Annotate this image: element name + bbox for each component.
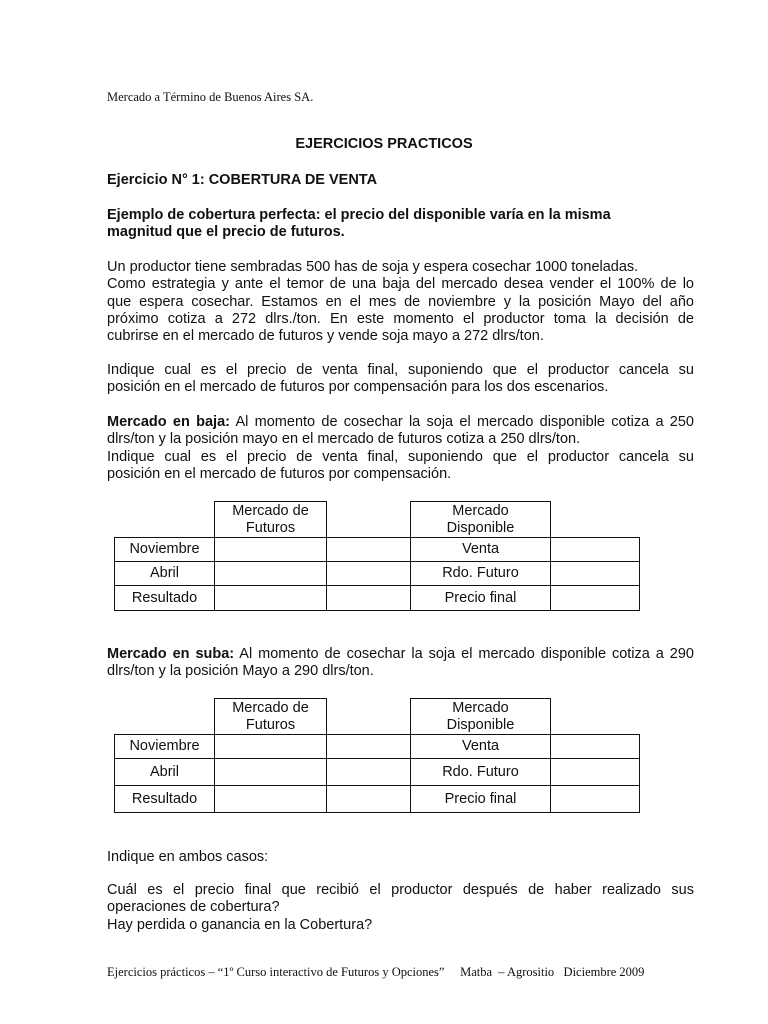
table-cell-empty [550, 785, 640, 813]
intro-line: próximo cotiza a 272 dlrs./ton. En este momento el productor toma la decisión de [107, 310, 694, 327]
question-line: posición en el mercado de futuros por compensación para los dos escenarios. [107, 379, 609, 396]
baja-line-1 [107, 414, 694, 431]
header-disponible-line-2: Disponible [446, 519, 515, 536]
table-cell-empty [214, 758, 327, 786]
example-title-line-2: magnitud que el precio de futuros. [107, 224, 345, 241]
header-futuros-line-1: Mercado de [232, 502, 309, 519]
table-cell-empty [326, 561, 411, 586]
suba-label: Mercado en suba: [107, 646, 235, 662]
closing-intro: Indique en ambos casos: [107, 849, 269, 865]
table-cell-empty [550, 537, 640, 562]
row-label-right: Venta [410, 537, 551, 562]
suba-paragraph [107, 646, 694, 681]
header-disponible-line-1: Mercado [452, 699, 509, 716]
row-label: Abril [114, 561, 215, 586]
table-cell-empty [326, 734, 411, 759]
page-title: EJERCICIOS PRACTICOS [295, 136, 473, 152]
suba-line-1 [107, 646, 694, 663]
header-futuros [214, 501, 327, 538]
header-futuros-line-2: Futuros [245, 519, 296, 536]
document-footer: Ejercicios prácticos – “1º Curso interactivo de Futuros y Opciones” Matba – Agrositio Diciembre 2009 [107, 965, 645, 979]
table-cell-empty [550, 585, 640, 611]
baja-label: Mercado en baja: [107, 414, 230, 430]
suba-line-2: dlrs/ton y la posición Mayo a 290 dlrs/ton. [107, 663, 374, 680]
row-label: Noviembre [114, 537, 215, 562]
closing-question-2: Hay perdida o ganancia en la Cobertura? [107, 916, 373, 933]
baja-line-3: Indique cual es el precio de venta final, suponiendo que el productor cancela su [107, 448, 694, 465]
row-label-right: Precio final [410, 785, 551, 813]
header-futuros [214, 698, 327, 735]
table-cell-empty [326, 585, 411, 611]
baja-line-2: dlrs/ton y la posición mayo en el mercado de futuros cotiza a 250 dlrs/ton. [107, 431, 581, 448]
intro-line: Un productor tiene sembradas 500 has de soja y espera cosechar 1000 toneladas. [107, 259, 639, 275]
example-title [107, 207, 694, 242]
header-futuros-line-1: Mercado de [232, 699, 309, 716]
header-disponible-line-1: Mercado [452, 502, 509, 519]
row-label-right: Precio final [410, 585, 551, 611]
baja-line-1-text: Al momento de cosechar la soja el mercado disponible cotiza a 250 [229, 414, 694, 430]
closing-question-1-line-1: Cuál es el precio final que recibió el productor después de haber realizado sus [107, 882, 694, 898]
row-label: Abril [114, 758, 215, 786]
baja-paragraph [107, 414, 694, 483]
row-label: Resultado [114, 585, 215, 611]
header-disponible [410, 698, 551, 735]
table-cell-empty [550, 561, 640, 586]
table-cell-empty [326, 537, 411, 562]
table-cell-empty [214, 537, 327, 562]
exercise-title: Ejercicio N° 1: COBERTURA DE VENTA [107, 172, 378, 188]
table-cell-empty [214, 785, 327, 813]
header-disponible-line-2: Disponible [446, 716, 515, 733]
document-header: Mercado a Término de Buenos Aires SA. [107, 90, 314, 104]
table-cell-empty [214, 734, 327, 759]
question-line: Indique cual es el precio de venta final, suponiendo que el productor cancela su [107, 362, 694, 378]
table-cell-empty [550, 758, 640, 786]
question-paragraph [107, 362, 694, 397]
row-label-right: Rdo. Futuro [410, 561, 551, 586]
row-label: Resultado [114, 785, 215, 813]
table-cell-empty [214, 561, 327, 586]
header-disponible [410, 501, 551, 538]
table-cell-empty [550, 734, 640, 759]
intro-line: cubrirse en el mercado de futuros y vende soja mayo a 272 dlrs/ton. [107, 328, 544, 345]
intro-line: Como estrategia y ante el temor de una baja del mercado desea vender el 100% de lo [107, 276, 694, 293]
row-label-right: Rdo. Futuro [410, 758, 551, 786]
table-cell-empty [214, 585, 327, 611]
closing-question-1-line-2: operaciones de cobertura? [107, 899, 280, 916]
table-cell-empty [326, 785, 411, 813]
closing-questions [107, 882, 694, 934]
intro-paragraph [107, 259, 694, 345]
baja-line-4: posición en el mercado de futuros por compensación. [107, 465, 452, 482]
table-cell-empty [326, 758, 411, 786]
suba-line-1-text: Al momento de cosechar la soja el mercado disponible cotiza a 290 [234, 646, 694, 662]
header-futuros-line-2: Futuros [245, 716, 296, 733]
row-label: Noviembre [114, 734, 215, 759]
intro-line: que espera cosechar. Estamos en el mes de noviembre y la posición Mayo del año [107, 293, 694, 310]
example-title-line-1: Ejemplo de cobertura perfecta: el precio del disponible varía en la misma [107, 207, 611, 223]
row-label-right: Venta [410, 734, 551, 759]
